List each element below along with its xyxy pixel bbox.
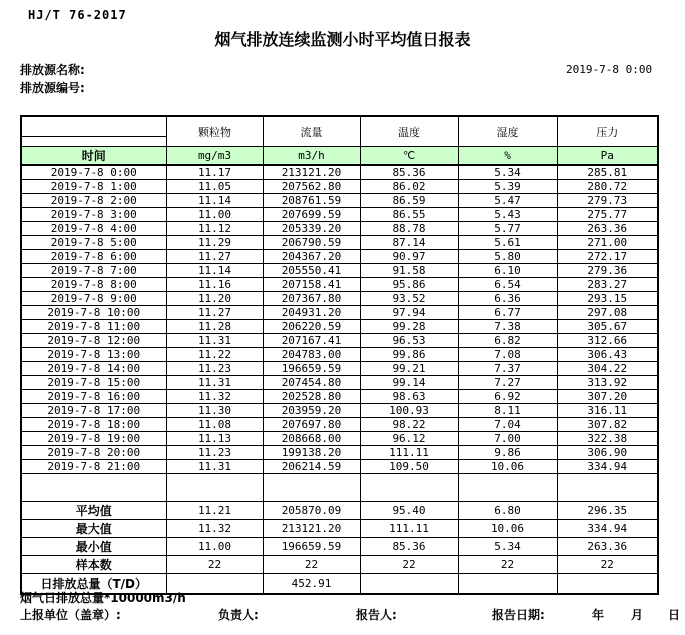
standard-number: HJ/T 76-2017	[28, 8, 127, 22]
value-cell: 11.23	[166, 446, 263, 460]
summary-value-cell: 22	[458, 556, 557, 574]
table-row	[21, 432, 658, 446]
summary-label-cell: 最小值	[21, 538, 166, 556]
value-cell: 99.86	[360, 348, 458, 362]
value-cell: 207158.41	[263, 278, 360, 292]
value-cell: 208761.59	[263, 194, 360, 208]
column-header-flow: 流量	[263, 116, 360, 147]
value-cell: 95.86	[360, 278, 458, 292]
value-cell: 307.82	[557, 418, 658, 432]
summary-value-cell: 196659.59	[263, 538, 360, 556]
summary-value-cell: 22	[263, 556, 360, 574]
summary-label-cell: 日排放总量（T/D）	[21, 574, 166, 595]
year-label: 年	[592, 608, 605, 622]
value-cell: 96.12	[360, 432, 458, 446]
value-cell: 305.67	[557, 320, 658, 334]
table-row	[21, 236, 658, 250]
empty-cell	[557, 474, 658, 502]
value-cell: 11.32	[166, 390, 263, 404]
value-cell: 97.94	[360, 306, 458, 320]
time-cell: 2019-7-8 7:00	[21, 264, 166, 278]
value-cell: 90.97	[360, 250, 458, 264]
table-row	[21, 460, 658, 474]
value-cell: 206220.59	[263, 320, 360, 334]
value-cell: 7.27	[458, 376, 557, 390]
value-cell: 205550.41	[263, 264, 360, 278]
value-cell: 11.31	[166, 460, 263, 474]
value-cell: 206214.59	[263, 460, 360, 474]
page-title: 烟气排放连续监测小时平均值日报表	[214, 30, 471, 49]
time-cell: 2019-7-8 1:00	[21, 180, 166, 194]
time-header-empty-top	[21, 116, 166, 137]
value-cell: 204931.20	[263, 306, 360, 320]
value-cell: 11.08	[166, 418, 263, 432]
unit-temperature: ℃	[360, 147, 458, 166]
value-cell: 334.94	[557, 460, 658, 474]
value-cell: 207454.80	[263, 376, 360, 390]
time-cell: 2019-7-8 8:00	[21, 278, 166, 292]
source-id-label: 排放源编号:	[20, 81, 85, 95]
value-cell: 11.00	[166, 208, 263, 222]
value-cell: 313.92	[557, 376, 658, 390]
empty-cell	[263, 474, 360, 502]
empty-cell	[21, 474, 166, 502]
time-cell: 2019-7-8 4:00	[21, 222, 166, 236]
value-cell: 8.11	[458, 404, 557, 418]
value-cell: 204367.20	[263, 250, 360, 264]
value-cell: 11.12	[166, 222, 263, 236]
value-cell: 11.28	[166, 320, 263, 334]
value-cell: 7.38	[458, 320, 557, 334]
time-cell: 2019-7-8 5:00	[21, 236, 166, 250]
responsible-person-label: 负责人:	[218, 608, 259, 622]
summary-value-cell: 11.00	[166, 538, 263, 556]
time-cell: 2019-7-8 19:00	[21, 432, 166, 446]
value-cell: 205339.20	[263, 222, 360, 236]
header-row-1	[21, 116, 658, 137]
value-cell: 11.31	[166, 334, 263, 348]
value-cell: 11.17	[166, 165, 263, 180]
value-cell: 99.28	[360, 320, 458, 334]
value-cell: 7.00	[458, 432, 557, 446]
value-cell: 5.61	[458, 236, 557, 250]
value-cell: 5.39	[458, 180, 557, 194]
value-cell: 207367.80	[263, 292, 360, 306]
time-cell: 2019-7-8 12:00	[21, 334, 166, 348]
reporter-label: 报告人:	[356, 608, 397, 622]
value-cell: 109.50	[360, 460, 458, 474]
value-cell: 10.06	[458, 460, 557, 474]
value-cell: 199138.20	[263, 446, 360, 460]
time-cell: 2019-7-8 17:00	[21, 404, 166, 418]
value-cell: 9.86	[458, 446, 557, 460]
table-row	[21, 264, 658, 278]
value-cell: 6.36	[458, 292, 557, 306]
value-cell: 206790.59	[263, 236, 360, 250]
value-cell: 88.78	[360, 222, 458, 236]
summary-value-cell: 22	[166, 556, 263, 574]
summary-value-cell: 452.91	[263, 574, 360, 595]
table-row	[21, 404, 658, 418]
value-cell: 297.08	[557, 306, 658, 320]
value-cell: 196659.59	[263, 362, 360, 376]
column-header-temperature: 温度	[360, 116, 458, 147]
value-cell: 98.22	[360, 418, 458, 432]
value-cell: 111.11	[360, 446, 458, 460]
summary-label-cell: 样本数	[21, 556, 166, 574]
value-cell: 91.58	[360, 264, 458, 278]
value-cell: 7.04	[458, 418, 557, 432]
summary-value-cell: 11.32	[166, 520, 263, 538]
value-cell: 98.63	[360, 390, 458, 404]
time-cell: 2019-7-8 20:00	[21, 446, 166, 460]
month-label: 月	[631, 608, 644, 622]
summary-value-cell	[360, 574, 458, 595]
value-cell: 207697.80	[263, 418, 360, 432]
table-row	[21, 278, 658, 292]
value-cell: 304.22	[557, 362, 658, 376]
value-cell: 316.11	[557, 404, 658, 418]
value-cell: 204783.00	[263, 348, 360, 362]
table-row	[21, 362, 658, 376]
time-cell: 2019-7-8 18:00	[21, 418, 166, 432]
summary-label-cell: 最大值	[21, 520, 166, 538]
value-cell: 203959.20	[263, 404, 360, 418]
time-cell: 2019-7-8 13:00	[21, 348, 166, 362]
summary-value-cell: 22	[557, 556, 658, 574]
table-row	[21, 180, 658, 194]
table-row	[21, 376, 658, 390]
value-cell: 7.37	[458, 362, 557, 376]
value-cell: 85.36	[360, 165, 458, 180]
summary-row	[21, 556, 658, 574]
time-cell: 2019-7-8 16:00	[21, 390, 166, 404]
time-cell: 2019-7-8 3:00	[21, 208, 166, 222]
table-row	[21, 390, 658, 404]
summary-value-cell: 11.21	[166, 502, 263, 520]
value-cell: 263.36	[557, 222, 658, 236]
table-row	[21, 250, 658, 264]
value-cell: 7.08	[458, 348, 557, 362]
summary-value-cell: 334.94	[557, 520, 658, 538]
value-cell: 11.05	[166, 180, 263, 194]
table-row	[21, 348, 658, 362]
value-cell: 5.43	[458, 208, 557, 222]
table-row	[21, 165, 658, 180]
value-cell: 283.27	[557, 278, 658, 292]
value-cell: 207562.80	[263, 180, 360, 194]
table-row	[21, 222, 658, 236]
value-cell: 207699.59	[263, 208, 360, 222]
table-row	[21, 320, 658, 334]
unit-humidity: %	[458, 147, 557, 166]
summary-row	[21, 538, 658, 556]
value-cell: 322.38	[557, 432, 658, 446]
value-cell: 11.16	[166, 278, 263, 292]
value-cell: 285.81	[557, 165, 658, 180]
report-table-body	[21, 116, 658, 594]
summary-row	[21, 502, 658, 520]
table-row	[21, 418, 658, 432]
value-cell: 307.20	[557, 390, 658, 404]
empty-cell	[360, 474, 458, 502]
value-cell: 11.14	[166, 264, 263, 278]
value-cell: 306.90	[557, 446, 658, 460]
unit-pressure: Pa	[557, 147, 658, 166]
summary-value-cell: 85.36	[360, 538, 458, 556]
spacer-row	[21, 474, 658, 502]
value-cell: 11.20	[166, 292, 263, 306]
footer-signature-line	[0, 606, 685, 624]
value-cell: 11.22	[166, 348, 263, 362]
value-cell: 5.80	[458, 250, 557, 264]
time-header: 时间	[21, 147, 166, 166]
summary-value-cell	[458, 574, 557, 595]
summary-value-cell: 5.34	[458, 538, 557, 556]
value-cell: 96.53	[360, 334, 458, 348]
value-cell: 99.21	[360, 362, 458, 376]
summary-value-cell: 213121.20	[263, 520, 360, 538]
value-cell: 86.55	[360, 208, 458, 222]
summary-value-cell: 6.80	[458, 502, 557, 520]
column-header-pressure: 压力	[557, 116, 658, 147]
summary-value-cell: 22	[360, 556, 458, 574]
time-cell: 2019-7-8 9:00	[21, 292, 166, 306]
time-cell: 2019-7-8 10:00	[21, 306, 166, 320]
value-cell: 293.15	[557, 292, 658, 306]
value-cell: 272.17	[557, 250, 658, 264]
value-cell: 99.14	[360, 376, 458, 390]
summary-value-cell: 95.40	[360, 502, 458, 520]
monitoring-table	[20, 115, 659, 595]
value-cell: 280.72	[557, 180, 658, 194]
value-cell: 93.52	[360, 292, 458, 306]
value-cell: 100.93	[360, 404, 458, 418]
report-date-label: 报告日期:	[492, 608, 545, 622]
table-row	[21, 306, 658, 320]
time-cell: 2019-7-8 14:00	[21, 362, 166, 376]
report-datetime: 2019-7-8 0:00	[566, 63, 653, 76]
value-cell: 312.66	[557, 334, 658, 348]
time-cell: 2019-7-8 2:00	[21, 194, 166, 208]
value-cell: 279.36	[557, 264, 658, 278]
value-cell: 6.77	[458, 306, 557, 320]
value-cell: 87.14	[360, 236, 458, 250]
column-header-humidity: 湿度	[458, 116, 557, 147]
table-row	[21, 292, 658, 306]
table-row	[21, 194, 658, 208]
value-cell: 11.29	[166, 236, 263, 250]
value-cell: 86.02	[360, 180, 458, 194]
value-cell: 11.14	[166, 194, 263, 208]
unit-pm: mg/m3	[166, 147, 263, 166]
value-cell: 213121.20	[263, 165, 360, 180]
summary-row	[21, 520, 658, 538]
value-cell: 11.31	[166, 376, 263, 390]
value-cell: 6.92	[458, 390, 557, 404]
value-cell: 5.47	[458, 194, 557, 208]
time-header-empty-bottom	[21, 137, 166, 147]
empty-cell	[166, 474, 263, 502]
source-name-label: 排放源名称:	[20, 63, 85, 77]
summary-value-cell: 10.06	[458, 520, 557, 538]
value-cell: 6.82	[458, 334, 557, 348]
value-cell: 275.77	[557, 208, 658, 222]
value-cell: 208668.00	[263, 432, 360, 446]
empty-cell	[458, 474, 557, 502]
value-cell: 207167.41	[263, 334, 360, 348]
value-cell: 271.00	[557, 236, 658, 250]
value-cell: 202528.80	[263, 390, 360, 404]
summary-value-cell	[557, 574, 658, 595]
column-header-pm: 颗粒物	[166, 116, 263, 147]
value-cell: 279.73	[557, 194, 658, 208]
value-cell: 86.59	[360, 194, 458, 208]
table-row	[21, 334, 658, 348]
time-cell: 2019-7-8 11:00	[21, 320, 166, 334]
table-row	[21, 446, 658, 460]
value-cell: 11.23	[166, 362, 263, 376]
day-label: 日	[668, 608, 681, 622]
summary-value-cell: 111.11	[360, 520, 458, 538]
summary-value-cell: 205870.09	[263, 502, 360, 520]
units-row	[21, 147, 658, 166]
summary-value-cell: 296.35	[557, 502, 658, 520]
value-cell: 5.34	[458, 165, 557, 180]
time-cell: 2019-7-8 0:00	[21, 165, 166, 180]
summary-label-cell: 平均值	[21, 502, 166, 520]
value-cell: 11.27	[166, 250, 263, 264]
value-cell: 11.30	[166, 404, 263, 418]
footer-note: 烟气日排放总量*10000m3/h	[20, 591, 186, 605]
time-cell: 2019-7-8 15:00	[21, 376, 166, 390]
value-cell: 11.13	[166, 432, 263, 446]
table-row	[21, 208, 658, 222]
time-cell: 2019-7-8 21:00	[21, 460, 166, 474]
value-cell: 6.54	[458, 278, 557, 292]
value-cell: 6.10	[458, 264, 557, 278]
report-unit-label: 上报单位（盖章）:	[20, 608, 121, 622]
value-cell: 11.27	[166, 306, 263, 320]
unit-flow: m3/h	[263, 147, 360, 166]
value-cell: 306.43	[557, 348, 658, 362]
summary-value-cell: 263.36	[557, 538, 658, 556]
value-cell: 5.77	[458, 222, 557, 236]
time-cell: 2019-7-8 6:00	[21, 250, 166, 264]
